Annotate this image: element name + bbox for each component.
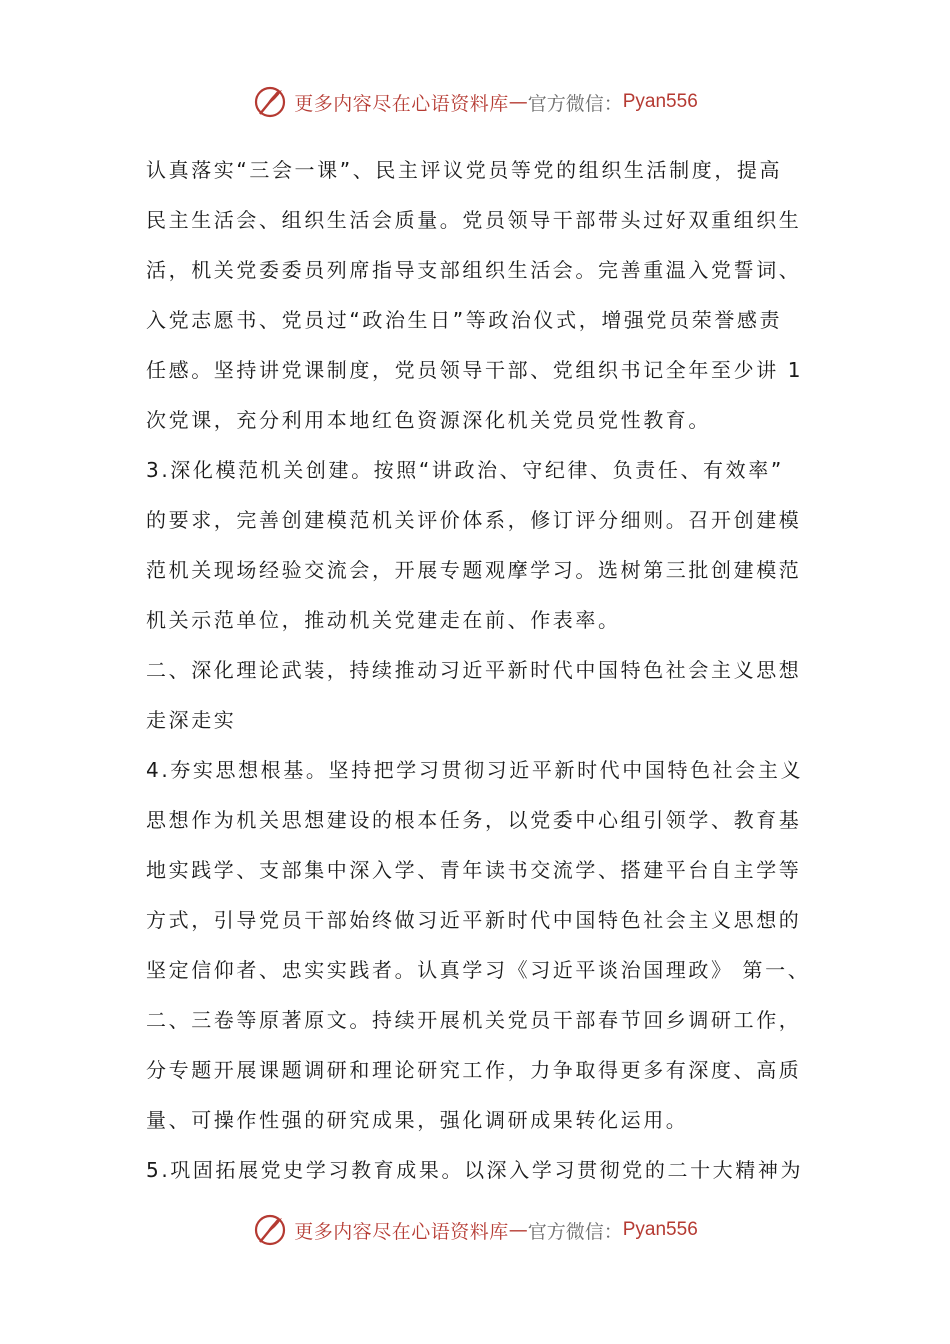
section-heading-2: 二、深化理论武装，持续推动习近平新时代中国特色社会主义思想	[146, 658, 802, 682]
section-heading-5: 5.巩固拓展党史学习教育成果。以深入学习贯彻党的二十大精神为	[146, 1158, 804, 1182]
text-line: 坚定信仰者、忠实实践者。认真学习《习近平谈治国理政》 第一、	[146, 958, 811, 982]
header-wechat-id: Pyan556	[622, 91, 698, 112]
text-line: 范机关现场经验交流会，开展专题观摩学习。选树第三批创建模范	[146, 558, 802, 582]
footer-brand-text: 更多内容尽在心语资料库	[294, 1220, 509, 1243]
text-line: 方式，引导党员干部始终做习近平新时代中国特色社会主义思想的	[146, 908, 802, 932]
text-line: 认真落实“三会一课”、民主评议党员等党的组织生活制度，提高	[146, 158, 783, 182]
footer-dash: —	[508, 1219, 528, 1241]
text-line: 分专题开展课题调研和理论研究工作，力争取得更多有深度、高质	[146, 1058, 802, 1082]
section-heading-3: 3.深化模范机关创建。按照“讲政治、守纪律、负责任、有效率”	[146, 458, 784, 482]
text-line: 机关示范单位，推动机关党建走在前、作表率。	[146, 608, 621, 632]
footer-wechat-id: Pyan556	[622, 1219, 698, 1240]
quill-logo-icon	[252, 84, 288, 120]
text-line: 活，机关党委委员列席指导支部组织生活会。完善重温入党誓词、	[146, 258, 802, 282]
header-brand-text: 更多内容尽在心语资料库	[294, 92, 509, 115]
quill-logo-icon	[252, 1212, 288, 1248]
document-body	[146, 145, 810, 1195]
text-line: 入党志愿书、党员过“政治生日”等政治仪式，增强党员荣誉感责	[146, 308, 783, 332]
text-line: 思想作为机关思想建设的根本任务，以党委中心组引领学、教育基	[146, 808, 802, 832]
section-heading-2-cont: 走深走实	[146, 708, 237, 732]
footer-wechat-label: 官方微信：	[527, 1220, 623, 1243]
text-line: 地实践学、支部集中深入学、青年读书交流学、搭建平台自主学等	[146, 858, 802, 882]
text-line: 量、可操作性强的研究成果，强化调研成果转化运用。	[146, 1108, 689, 1132]
header-wechat-label: 官方微信：	[527, 92, 623, 115]
footer-watermark-banner	[0, 1208, 950, 1252]
text-line: 次党课，充分利用本地红色资源深化机关党员党性教育。	[146, 408, 711, 432]
text-line: 任感。坚持讲党课制度，党员领导干部、党组织书记全年至少讲 1	[146, 358, 804, 382]
section-heading-4: 4.夯实思想根基。坚持把学习贯彻习近平新时代中国特色社会主义	[146, 758, 804, 782]
header-watermark-banner	[0, 80, 950, 124]
header-dash: —	[508, 91, 528, 113]
text-line: 二、三卷等原著原文。持续开展机关党员干部春节回乡调研工作，	[146, 1008, 802, 1032]
text-line: 的要求，完善创建模范机关评价体系，修订评分细则。召开创建模	[146, 508, 802, 532]
text-line: 民主生活会、组织生活会质量。党员领导干部带头过好双重组织生	[146, 208, 802, 232]
